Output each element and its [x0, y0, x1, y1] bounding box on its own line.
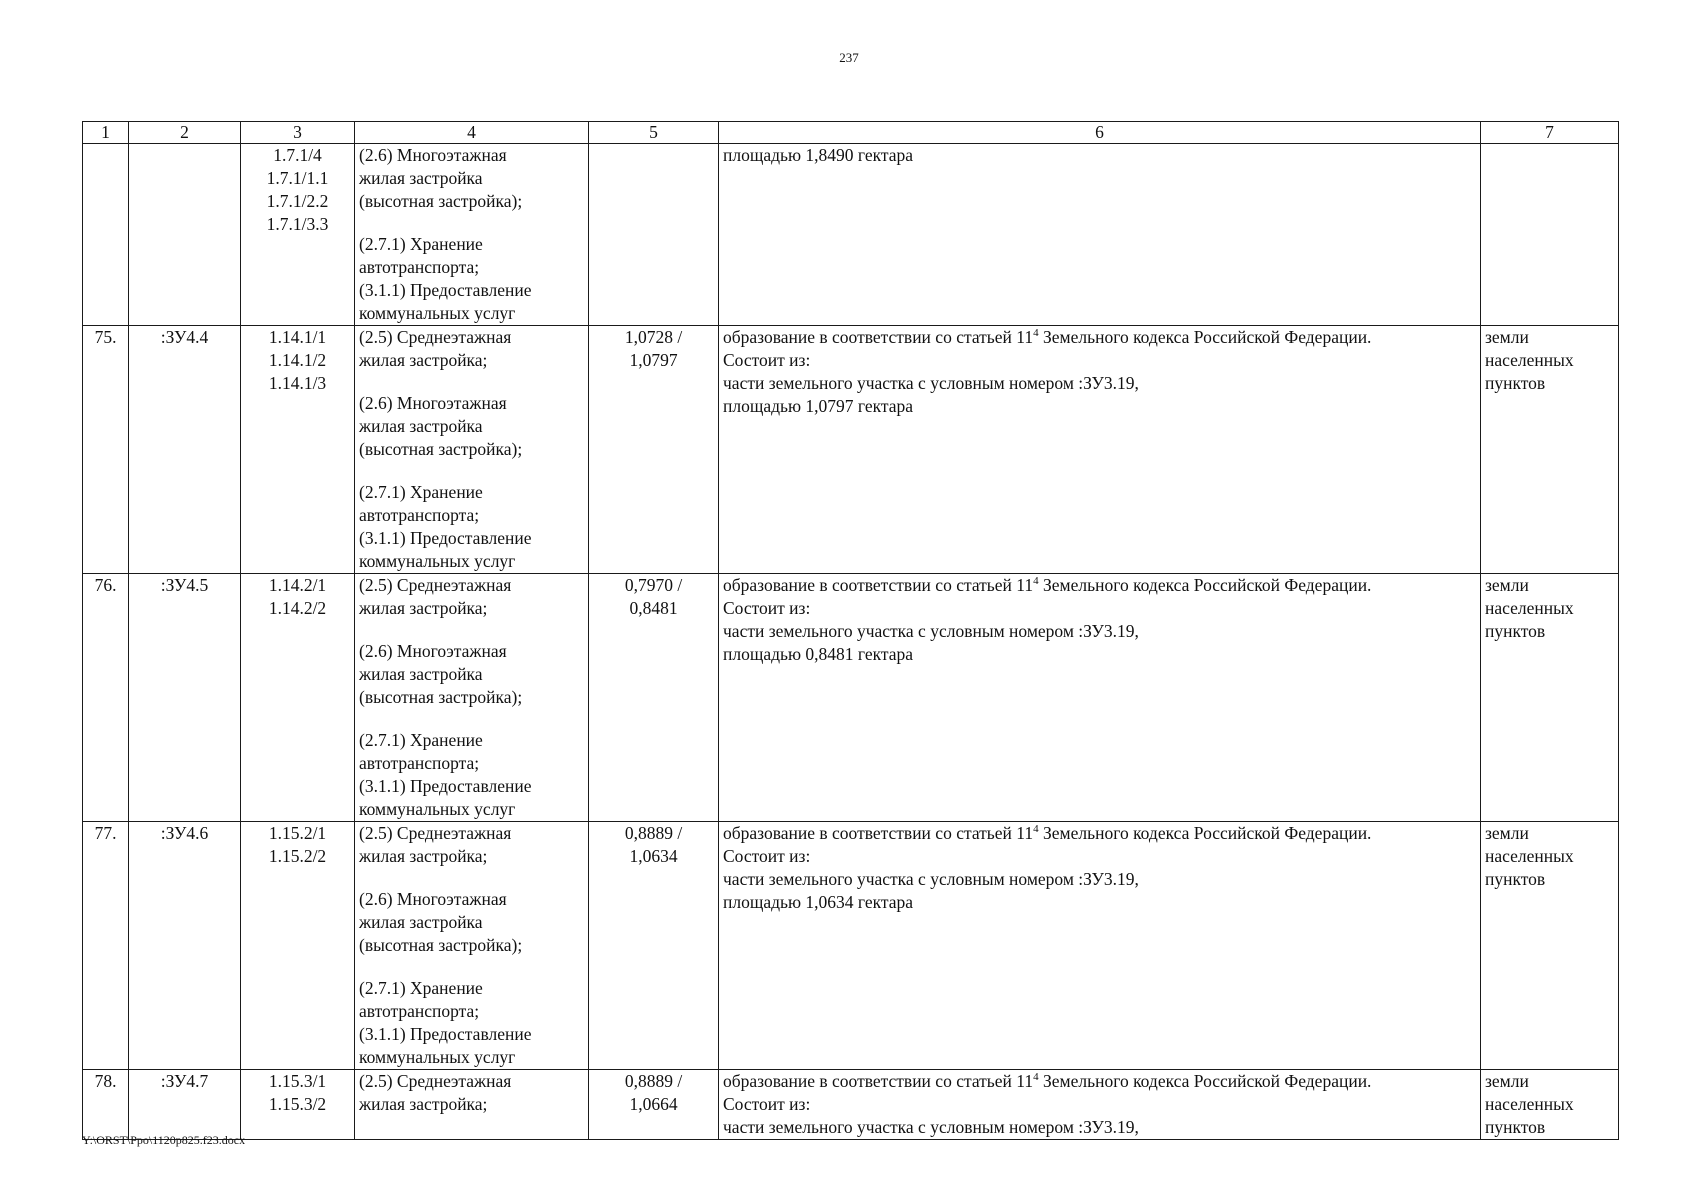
part-number-line: 1.14.2/2 [268, 598, 327, 618]
part-number-line: 1.15.3/1 [268, 1071, 327, 1091]
area-line: 1,0728 / [624, 327, 683, 347]
part-numbers-cell [241, 144, 355, 326]
land-category-line: земли [1485, 327, 1529, 347]
permitted-use-line: (3.1.1) Предоставление [359, 1024, 532, 1044]
part-number-line: 1.7.1/2.2 [266, 191, 329, 211]
land-category-line: земли [1485, 1071, 1529, 1091]
permitted-use-line [359, 461, 584, 481]
part-number-line: 1.7.1/1.1 [266, 168, 329, 188]
permitted-use-line: коммунальных услуг [359, 799, 516, 819]
permitted-use-line: коммунальных услуг [359, 1047, 516, 1067]
part-numbers-cell [241, 326, 355, 574]
area-cell [589, 574, 719, 822]
description-line: Состоит из: [723, 846, 811, 866]
article-superscript: 4 [1033, 575, 1039, 588]
plot-id-cell: :ЗУ4.4 [129, 326, 241, 574]
row-number-cell: 75. [83, 326, 129, 574]
permitted-use-line [359, 868, 584, 888]
description-cell [719, 1070, 1481, 1140]
permitted-use-line: (высотная застройка); [359, 439, 523, 459]
land-category-line: населенных [1485, 1094, 1574, 1114]
permitted-use-line: жилая застройка; [359, 1094, 488, 1114]
permitted-use-line: автотранспорта; [359, 1001, 480, 1021]
permitted-use-line: автотранспорта; [359, 505, 480, 525]
header-col-7: 7 [1481, 122, 1619, 144]
part-number-line: 1.14.1/1 [268, 327, 327, 347]
table-row [83, 326, 1619, 574]
land-category-line: пунктов [1485, 1117, 1546, 1137]
description-cell [719, 822, 1481, 1070]
description-line: Состоит из: [723, 1094, 811, 1114]
header-col-3: 3 [241, 122, 355, 144]
description-lead-line [723, 822, 1476, 845]
land-plots-table [82, 121, 1619, 1140]
permitted-use-line [359, 213, 584, 233]
description-tail-text: Земельного кодекса Российской Федерации. [1038, 327, 1372, 347]
article-superscript: 4 [1033, 327, 1039, 340]
permitted-use-line: жилая застройка [359, 168, 483, 188]
description-lead-text: образование в соответствии со статьей 11 [723, 327, 1034, 347]
permitted-use-line: (2.5) Среднеэтажная [359, 327, 512, 347]
permitted-use-line: (3.1.1) Предоставление [359, 528, 532, 548]
permitted-use-line: (2.5) Среднеэтажная [359, 575, 512, 595]
part-numbers-cell [241, 574, 355, 822]
permitted-use-line: (высотная застройка); [359, 191, 523, 211]
part-numbers-cell [241, 1070, 355, 1140]
area-cell [589, 144, 719, 326]
description-line: площадью 1,8490 гектара [723, 145, 914, 165]
permitted-use-line: (2.7.1) Хранение [359, 482, 483, 502]
description-cell [719, 326, 1481, 574]
land-category-line: пунктов [1485, 869, 1546, 889]
permitted-use-cell [355, 574, 589, 822]
table-row [83, 574, 1619, 822]
description-cell [719, 574, 1481, 822]
row-number-cell: 76. [83, 574, 129, 822]
plot-id-cell: :ЗУ4.6 [129, 822, 241, 1070]
description-lead-line [723, 1070, 1476, 1093]
table-header-row [83, 122, 1619, 144]
land-category-line: земли [1485, 575, 1529, 595]
area-cell [589, 326, 719, 574]
permitted-use-cell [355, 326, 589, 574]
area-line: 0,7970 / [624, 575, 683, 595]
part-numbers-cell [241, 822, 355, 1070]
area-cell [589, 1070, 719, 1140]
permitted-use-line: (2.5) Среднеэтажная [359, 1071, 512, 1091]
part-number-line: 1.7.1/3.3 [266, 214, 329, 234]
permitted-use-line: коммунальных услуг [359, 303, 516, 323]
permitted-use-line: жилая застройка [359, 416, 483, 436]
permitted-use-line: (2.6) Многоэтажная [359, 145, 507, 165]
plot-id-cell [129, 144, 241, 326]
page-number: 237 [839, 50, 859, 65]
land-category-cell [1481, 822, 1619, 1070]
description-tail-text: Земельного кодекса Российской Федерации. [1038, 823, 1372, 843]
header-col-4: 4 [355, 122, 589, 144]
permitted-use-line: жилая застройка; [359, 350, 488, 370]
part-number-line: 1.15.2/2 [268, 846, 327, 866]
plot-id-cell: :ЗУ4.5 [129, 574, 241, 822]
permitted-use-cell [355, 822, 589, 1070]
description-line: части земельного участка с условным номером :ЗУ3.19, [723, 621, 1139, 641]
description-line: части земельного участка с условным номером :ЗУ3.19, [723, 869, 1139, 889]
permitted-use-line: (2.6) Многоэтажная [359, 889, 507, 909]
header-col-1: 1 [83, 122, 129, 144]
description-lead-line [723, 326, 1476, 349]
description-lead-line [723, 574, 1476, 597]
row-number-cell [83, 144, 129, 326]
land-category-line: населенных [1485, 846, 1574, 866]
permitted-use-line: (3.1.1) Предоставление [359, 280, 532, 300]
permitted-use-line [359, 709, 584, 729]
land-category-line: населенных [1485, 350, 1574, 370]
permitted-use-line: (2.7.1) Хранение [359, 978, 483, 998]
permitted-use-line: (2.7.1) Хранение [359, 730, 483, 750]
permitted-use-line: (высотная застройка); [359, 935, 523, 955]
permitted-use-cell [355, 1070, 589, 1140]
permitted-use-line: коммунальных услуг [359, 551, 516, 571]
part-number-line: 1.15.3/2 [268, 1094, 327, 1114]
description-line: Состоит из: [723, 598, 811, 618]
part-number-line: 1.14.1/2 [268, 350, 327, 370]
description-line: Состоит из: [723, 350, 811, 370]
description-lead-text: образование в соответствии со статьей 11 [723, 575, 1034, 595]
description-cell [719, 144, 1481, 326]
header-col-6: 6 [719, 122, 1481, 144]
description-line: площадью 0,8481 гектара [723, 644, 914, 664]
permitted-use-line: (2.6) Многоэтажная [359, 641, 507, 661]
land-category-cell [1481, 144, 1619, 326]
permitted-use-line: (3.1.1) Предоставление [359, 776, 532, 796]
part-number-line: 1.15.2/1 [268, 823, 327, 843]
permitted-use-line: (высотная застройка); [359, 687, 523, 707]
permitted-use-line: (2.7.1) Хранение [359, 234, 483, 254]
description-tail-text: Земельного кодекса Российской Федерации. [1038, 575, 1372, 595]
description-line: площадью 1,0797 гектара [723, 396, 914, 416]
permitted-use-line: жилая застройка [359, 912, 483, 932]
description-lead-text: образование в соответствии со статьей 11 [723, 823, 1034, 843]
area-line: 0,8889 / [624, 823, 683, 843]
area-cell [589, 822, 719, 1070]
permitted-use-line: (2.6) Многоэтажная [359, 393, 507, 413]
table-row [83, 822, 1619, 1070]
permitted-use-line [359, 620, 584, 640]
permitted-use-line: автотранспорта; [359, 753, 480, 773]
land-category-cell [1481, 574, 1619, 822]
row-number-cell: 77. [83, 822, 129, 1070]
row-number-cell: 78. [83, 1070, 129, 1140]
permitted-use-line: жилая застройка; [359, 598, 488, 618]
header-col-2: 2 [129, 122, 241, 144]
table-row [83, 1070, 1619, 1140]
permitted-use-line: жилая застройка [359, 664, 483, 684]
area-line: 1,0634 [629, 846, 678, 866]
table-row [83, 144, 1619, 326]
land-category-cell [1481, 326, 1619, 574]
land-category-line: населенных [1485, 598, 1574, 618]
area-line: 1,0797 [629, 350, 678, 370]
permitted-use-cell [355, 144, 589, 326]
footer-file-path: Y:\ORST\Ppo\1120p825.f23.docx [82, 1133, 246, 1147]
permitted-use-line: автотранспорта; [359, 257, 480, 277]
permitted-use-line: (2.5) Среднеэтажная [359, 823, 512, 843]
header-col-5: 5 [589, 122, 719, 144]
area-line: 0,8889 / [624, 1071, 683, 1091]
land-category-line: пунктов [1485, 373, 1546, 393]
plot-id-cell: :ЗУ4.7 [129, 1070, 241, 1140]
permitted-use-line [359, 372, 584, 392]
article-superscript: 4 [1033, 823, 1039, 836]
permitted-use-line [359, 957, 584, 977]
area-line: 1,0664 [629, 1094, 678, 1114]
description-line: части земельного участка с условным номером :ЗУ3.19, [723, 373, 1139, 393]
area-line: 0,8481 [629, 598, 678, 618]
land-category-line: земли [1485, 823, 1529, 843]
part-number-line: 1.14.1/3 [268, 373, 327, 393]
description-lead-text: образование в соответствии со статьей 11 [723, 1071, 1034, 1091]
article-superscript: 4 [1033, 1071, 1039, 1084]
description-line: площадью 1,0634 гектара [723, 892, 914, 912]
part-number-line: 1.14.2/1 [268, 575, 327, 595]
permitted-use-line: жилая застройка; [359, 846, 488, 866]
part-number-line: 1.7.1/4 [273, 145, 322, 165]
land-category-line: пунктов [1485, 621, 1546, 641]
description-line: части земельного участка с условным номером :ЗУ3.19, [723, 1117, 1139, 1137]
description-tail-text: Земельного кодекса Российской Федерации. [1038, 1071, 1372, 1091]
land-category-cell [1481, 1070, 1619, 1140]
